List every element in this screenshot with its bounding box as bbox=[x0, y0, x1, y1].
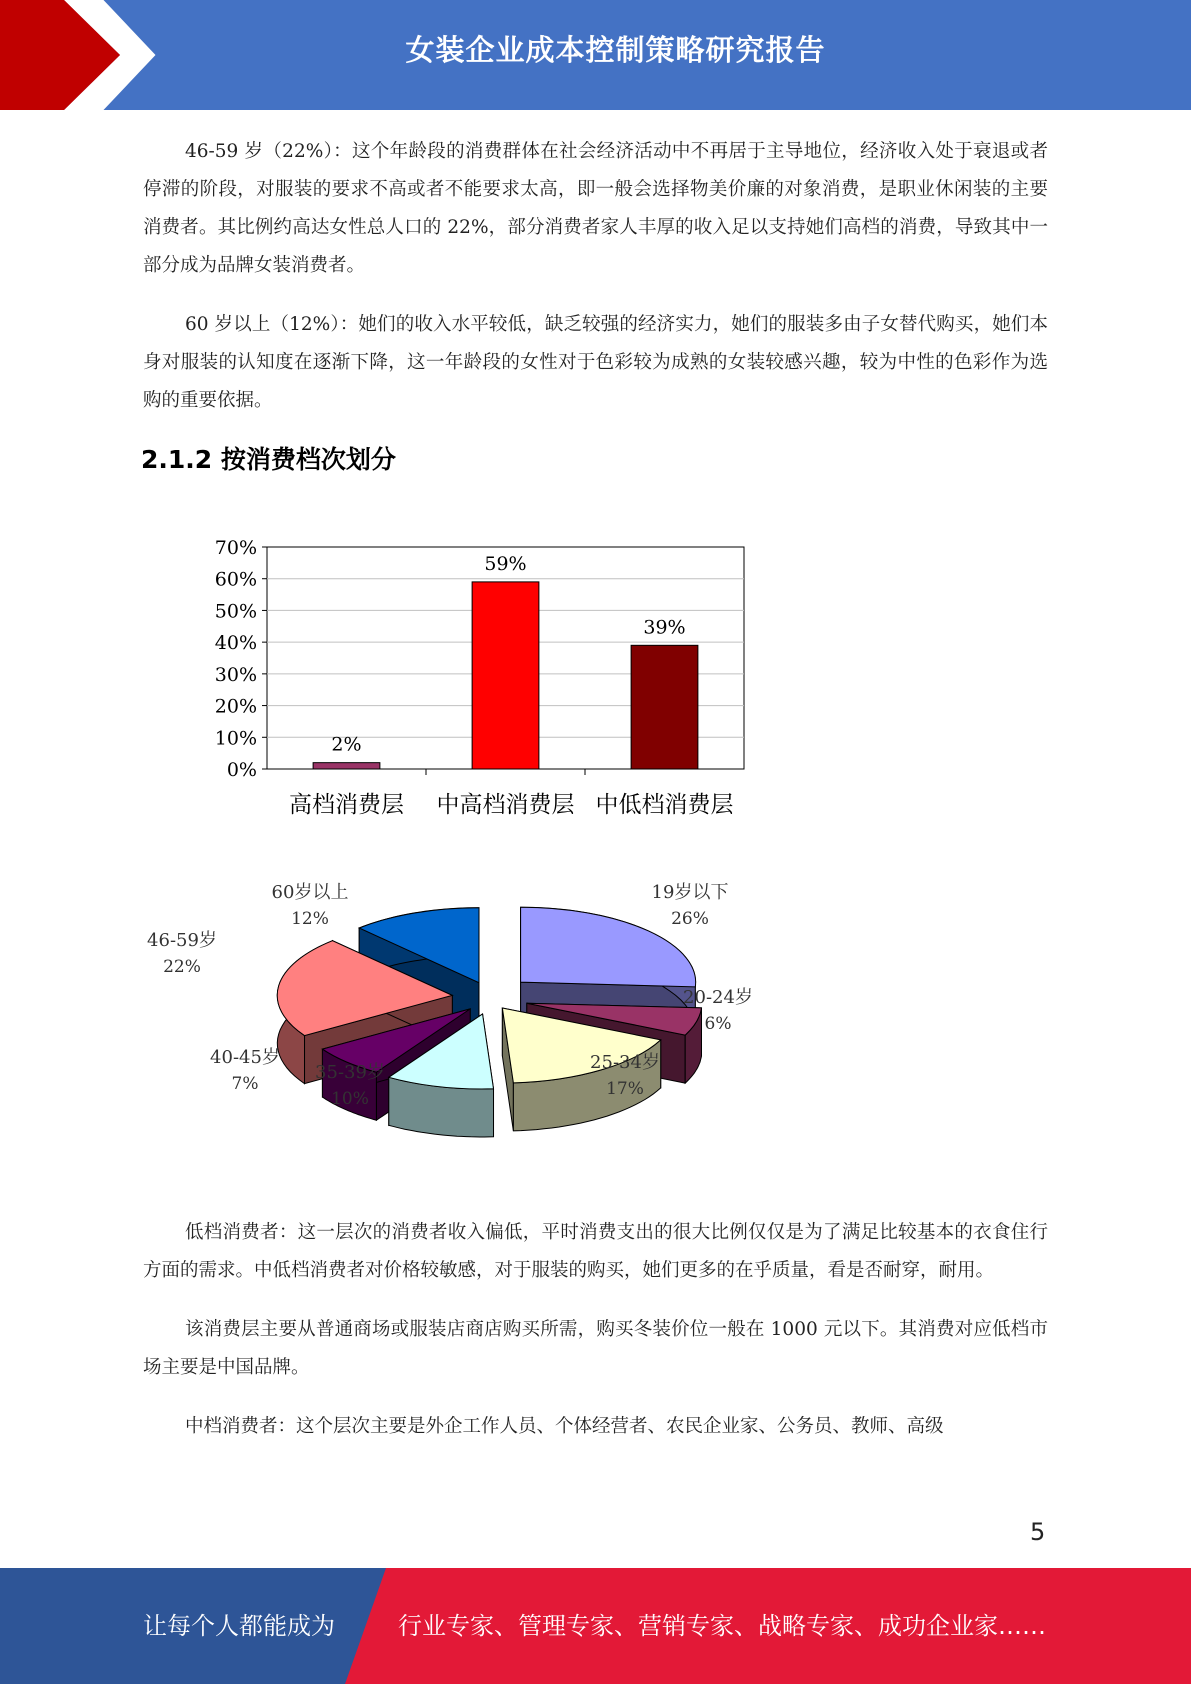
pie-slice-pct-label: 22% bbox=[163, 957, 201, 977]
pie-slice-pct-label: 26% bbox=[671, 909, 709, 929]
y-tick-label: 0% bbox=[226, 759, 257, 781]
bar-2 bbox=[472, 582, 539, 769]
paragraph-mid-tier: 中档消费者：这个层次主要是外企工作人员、个体经营者、农民企业家、公务员、教师、高级 bbox=[185, 1416, 944, 1437]
bar-1 bbox=[313, 763, 380, 769]
bar-3 bbox=[631, 645, 698, 769]
pie-slice-label: 19岁以下 bbox=[651, 882, 729, 903]
paragraph-60-plus: 60 岁以上（12%）：她们的收入水平较低，缺乏较强的经济实力，她们的服装多由子女替代购买，她们本身对服装的认知度在逐渐下降，这一年龄段的女性对于色彩较为成熟的女装较感兴趣，较为中性的色彩作为选购的重要依据。 bbox=[143, 314, 1048, 411]
y-tick-label: 40% bbox=[214, 632, 257, 655]
section-heading: 2.1.2 按消费档次划分 bbox=[141, 445, 396, 474]
paragraph-low-tier: 低档消费者：这一层次的消费者收入偏低，平时消费支出的很大比例仅仅是为了满足比较基本的衣食住行方面的需求。中低档消费者对价格较敏感，对于服装的购买，她们更多的在乎质量，看是否耐穿，耐用。 bbox=[143, 1222, 1048, 1281]
page-number: 5 bbox=[1030, 1518, 1046, 1546]
y-tick-label: 10% bbox=[214, 727, 257, 750]
y-tick-label: 70% bbox=[214, 537, 257, 559]
age-distribution-pie-chart bbox=[140, 880, 800, 1160]
page-footer bbox=[0, 1568, 1191, 1684]
page-header bbox=[0, 0, 1191, 110]
x-category-label: 高档消费层 bbox=[289, 792, 404, 818]
pie-slice-pct-label: 10% bbox=[331, 1089, 369, 1109]
report-title: 女装企业成本控制策略研究报告 bbox=[405, 33, 826, 67]
body-text-top bbox=[143, 133, 1048, 420]
pie-slice-label: 46-59岁 bbox=[147, 930, 217, 951]
x-category-label: 中低档消费层 bbox=[595, 792, 734, 818]
pie-slice-label: 25-34岁 bbox=[590, 1052, 660, 1073]
pie-slice-pct-label: 6% bbox=[704, 1014, 732, 1034]
pie-slice-label: 35-39岁 bbox=[315, 1062, 385, 1083]
bar-value-label: 39% bbox=[643, 616, 686, 639]
pie-slice-label: 20-24岁 bbox=[683, 987, 753, 1008]
footer-slogan-right: 行业专家、管理专家、营销专家、战略专家、成功企业家…… bbox=[398, 1612, 1046, 1640]
body-text-bottom bbox=[143, 1214, 1048, 1446]
pie-slice-pct-label: 17% bbox=[606, 1079, 644, 1099]
consumer-tier-bar-chart bbox=[190, 530, 770, 830]
pie-slice-label: 60岁以上 bbox=[271, 882, 349, 903]
y-tick-label: 20% bbox=[214, 695, 257, 718]
paragraph-low-tier-market: 该消费层主要从普通商场或服装店商店购买所需，购买冬装价位一般在 1000 元以下。其消费对应低档市场主要是中国品牌。 bbox=[143, 1319, 1048, 1378]
bar-value-label: 2% bbox=[331, 733, 362, 756]
y-tick-label: 50% bbox=[214, 600, 257, 623]
pie-slice-pct-label: 12% bbox=[291, 909, 329, 929]
pie-slice-pct-label: 7% bbox=[231, 1074, 259, 1094]
x-category-label: 中高档消费层 bbox=[436, 792, 575, 818]
pie-slice-label: 40-45岁 bbox=[210, 1047, 280, 1068]
paragraph-46-59: 46-59 岁（22%）：这个年龄段的消费群体在社会经济活动中不再居于主导地位，经济收入处于衰退或者停滞的阶段，对服装的要求不高或者不能要求太高，即一般会选择物美价廉的对象消费，是职业休闲装的主要消费者。其比例约高达女性总人口的 22%，部分消费者家人丰厚的收入足以支持她们高档的消费，导致其中一部分成为品牌女装消费者。 bbox=[143, 141, 1048, 276]
y-tick-label: 30% bbox=[214, 663, 257, 686]
bar-value-label: 59% bbox=[484, 552, 527, 575]
y-tick-label: 60% bbox=[214, 568, 257, 591]
footer-slogan-left: 让每个人都能成为 bbox=[143, 1612, 335, 1640]
